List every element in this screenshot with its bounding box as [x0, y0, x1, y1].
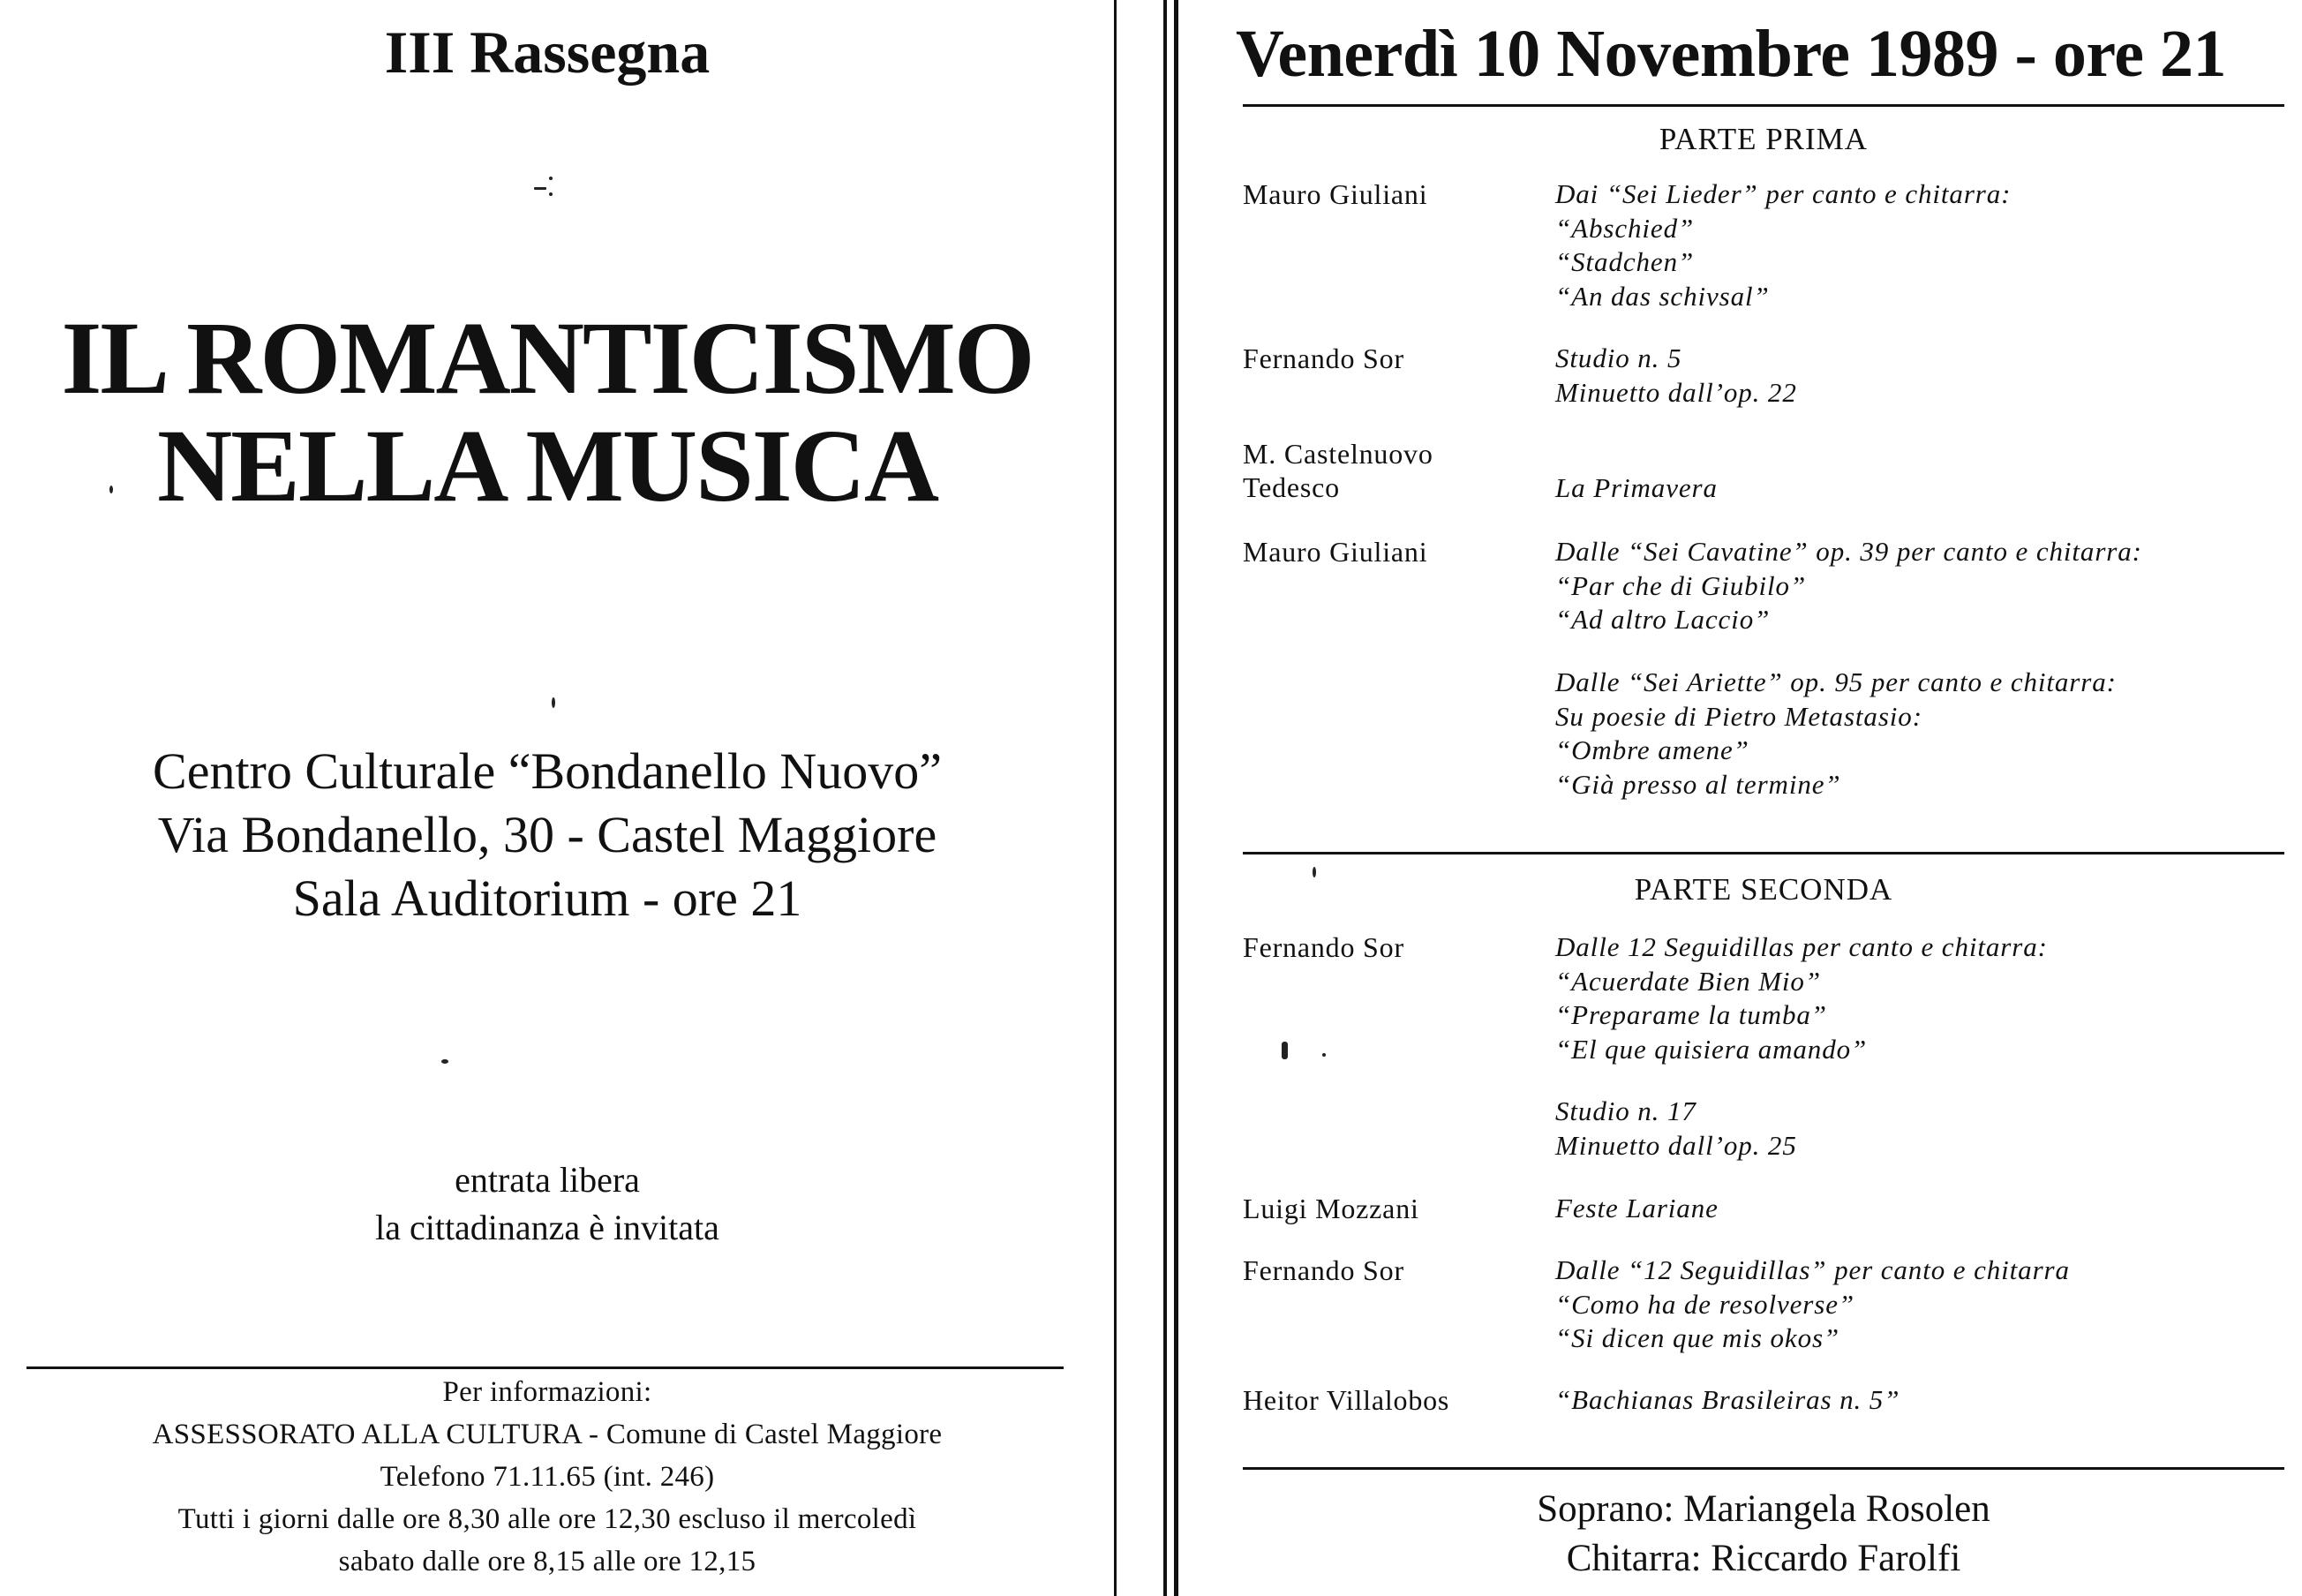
work-line: “Preparame la tumba”	[1555, 999, 1827, 1030]
composer-name: Fernando Sor	[1243, 343, 1404, 374]
works-list	[1555, 1383, 2288, 1418]
works-list	[1555, 342, 2288, 410]
venue-line: Centro Culturale “Bondanello Nuovo”	[153, 742, 942, 800]
scan-speck	[109, 486, 113, 493]
works-list	[1555, 1192, 2288, 1226]
section-divider	[1243, 852, 2284, 854]
scan-speck	[549, 177, 553, 180]
info-line: Per informazioni:	[442, 1376, 652, 1408]
work-line: Dalle “12 Seguidillas” per canto e chitarra	[1555, 1254, 2070, 1285]
work-line: “Acuerdate Bien Mio”	[1555, 965, 1821, 997]
work-line: Studio n. 17	[1555, 1095, 1696, 1126]
section-divider	[1243, 1467, 2284, 1470]
composer-name: Fernando Sor	[1243, 1254, 1404, 1286]
date-underline	[1243, 104, 2284, 107]
work-line: “El que quisiera amando”	[1555, 1033, 1868, 1065]
scan-speck	[1313, 867, 1316, 877]
concert-date: Venerdì 10 Novembre 1989 - ore 21	[1236, 17, 2226, 91]
works-list	[1555, 1095, 2288, 1163]
composer-name: Heitor Villalobos	[1243, 1384, 1450, 1416]
composer-name: Fernando Sor	[1243, 931, 1404, 963]
work-line: “Ad altro Laccio”	[1555, 604, 1771, 635]
entry-line: entrata libera	[455, 1160, 640, 1200]
work-line: “Ombre amene”	[1555, 734, 1749, 765]
works-list	[1555, 177, 2288, 313]
scan-speck	[441, 1059, 448, 1064]
work-line: “An das schivsal”	[1555, 280, 1770, 312]
work-line: Su poesie di Pietro Metastasio:	[1555, 700, 1922, 732]
work-line: Dalle 12 Seguidillas per canto e chitarra:	[1555, 931, 2048, 962]
work-line: “Par che di Giubilo”	[1555, 569, 1807, 601]
info-line: sabato dalle ore 8,15 alle ore 12,15	[338, 1546, 756, 1577]
performer-line: Chitarra: Riccardo Farolfi	[1566, 1538, 1961, 1579]
work-line: Studio n. 5	[1555, 343, 1682, 373]
scan-speck	[552, 697, 555, 708]
work-line: Feste Lariane	[1555, 1193, 1719, 1223]
scan-speck	[534, 187, 546, 190]
main-title-line2: NELLA MUSICA	[156, 408, 938, 523]
works-list	[1555, 930, 2288, 1066]
work-line: “Bachianas Brasileiras n. 5”	[1555, 1384, 1900, 1415]
scan-speck	[1282, 1042, 1288, 1059]
performers-block	[1243, 1485, 2284, 1584]
work-line: Minuetto dall’op. 25	[1555, 1129, 1797, 1161]
entry-line: la cittadinanza è invitata	[375, 1208, 719, 1247]
work-line: “Abschied”	[1555, 212, 1695, 244]
info-block	[0, 1371, 1095, 1583]
info-line: Tutti i giorni dalle ore 8,30 alle ore 12,30 escluso il mercoledì	[177, 1503, 917, 1535]
work-line: “Si dicen que mis okos”	[1555, 1322, 1840, 1353]
performer-line: Soprano: Mariangela Rosolen	[1537, 1488, 1990, 1530]
work-line: Dalle “Sei Ariette” op. 95 per canto e chitarra:	[1555, 666, 2117, 697]
composer-name: Mauro Giuliani	[1243, 536, 1428, 568]
composer-name: Mauro Giuliani	[1243, 178, 1428, 210]
info-line: ASSESSORATO ALLA CULTURA - Comune di Castel Maggiore	[152, 1419, 943, 1450]
composer-name: Luigi Mozzani	[1243, 1193, 1419, 1224]
rassegna-heading: III Rassegna	[384, 19, 711, 86]
fold-line	[1163, 0, 1167, 1596]
left-panel	[0, 0, 1095, 1596]
entry-note	[0, 1156, 1095, 1252]
fold-line	[1114, 0, 1117, 1596]
works-list	[1555, 1253, 2288, 1356]
work-line: “Como ha de resolverse”	[1555, 1288, 1855, 1320]
work-line: La Primavera	[1555, 472, 1718, 503]
fold-line	[1174, 0, 1178, 1596]
works-list	[1555, 535, 2288, 637]
work-line: Minuetto dall’op. 22	[1555, 376, 1797, 408]
main-title-line1: IL ROMANTICISMO	[61, 300, 1034, 416]
info-divider	[26, 1366, 1064, 1369]
work-line: “Stadchen”	[1555, 246, 1695, 277]
part2-title: PARTE SECONDA	[1634, 872, 1893, 907]
venue-line: Via Bondanello, 30 - Castel Maggiore	[157, 806, 937, 863]
works-list	[1555, 471, 2288, 506]
scan-speck	[549, 192, 553, 196]
work-line: “Già presso al termine”	[1555, 768, 1841, 800]
work-line: Dai “Sei Lieder” per canto e chitarra:	[1555, 178, 2012, 209]
work-line: Dalle “Sei Cavatine” op. 39 per canto e chitarra:	[1555, 536, 2142, 567]
venue-line: Sala Auditorium - ore 21	[292, 870, 802, 927]
part1-title: PARTE PRIMA	[1659, 122, 1869, 156]
works-list	[1555, 666, 2288, 802]
venue-block	[0, 740, 1095, 930]
composer-name: M. Castelnuovo Tedesco	[1243, 438, 1433, 503]
scan-speck	[1322, 1053, 1326, 1057]
info-line: Telefono 71.11.65 (int. 246)	[380, 1461, 715, 1493]
